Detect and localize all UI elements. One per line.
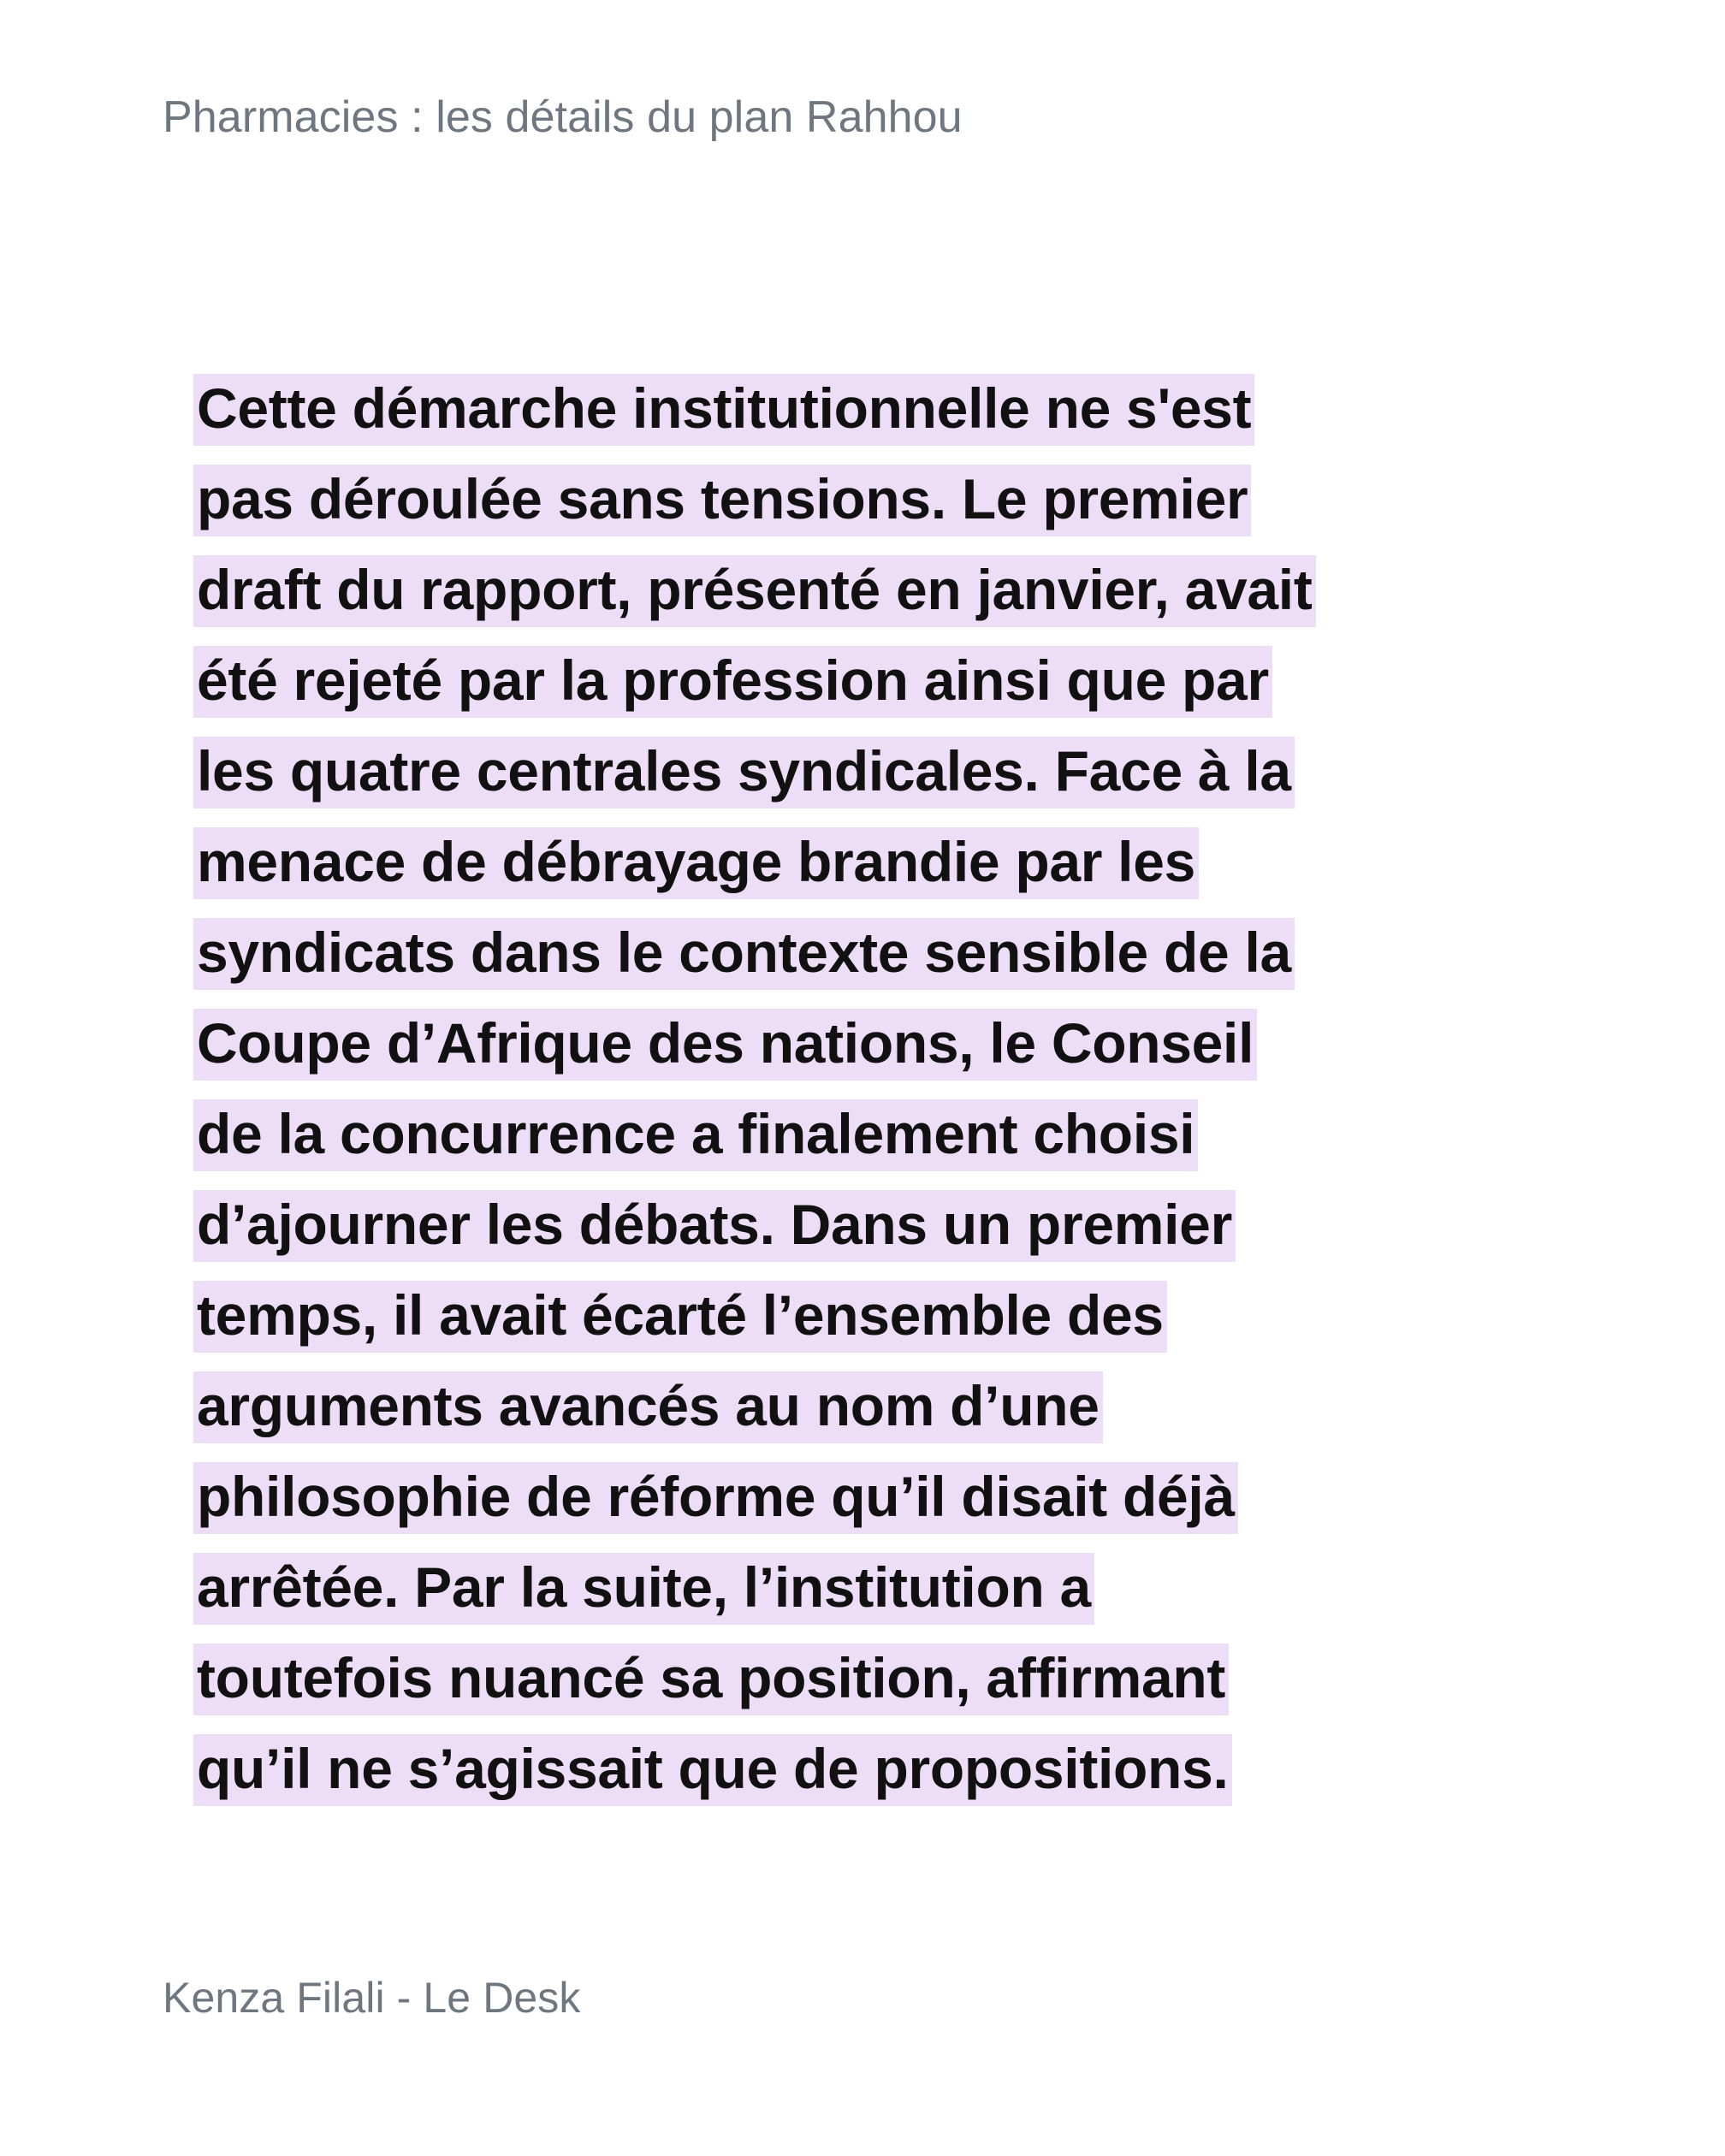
quote-line-text: syndicats dans le contexte sensible de la [193,918,1295,990]
byline: Kenza Filali - Le Desk [163,1974,581,2022]
quote-line [193,1451,1545,1542]
quote-line-text: arguments avancés au nom d’une [193,1371,1103,1443]
quote-line-text: Cette démarche institutionnelle ne s'est [193,374,1254,446]
quote-line [193,1179,1545,1270]
quote-line-text: menace de débrayage brandie par les [193,827,1199,899]
quote-line [193,363,1545,453]
quote-line-text: toutefois nuancé sa position, affirmant [193,1644,1229,1715]
quote-line [193,544,1545,635]
quote-line [193,453,1545,544]
quote-line-text: d’ajourner les débats. Dans un premier [193,1190,1236,1262]
quote-line [193,907,1545,998]
quote-line-text: Coupe d’Afrique des nations, le Conseil [193,1009,1257,1081]
quote-line-text: été rejeté par la profession ainsi que par [193,646,1272,718]
quote-line-text: de la concurrence a finalement choisi [193,1099,1198,1171]
pull-quote [193,363,1545,1814]
quote-line [193,816,1545,907]
quote-line [193,1360,1545,1451]
quote-line-text: draft du rapport, présenté en janvier, avait [193,555,1316,627]
quote-line [193,726,1545,816]
quote-line-text: les quatre centrales syndicales. Face à la [193,737,1295,808]
quote-line-text: philosophie de réforme qu’il disait déjà [193,1462,1238,1534]
quote-line-text: pas déroulée sans tensions. Le premier [193,465,1251,536]
quote-line [193,635,1545,726]
quote-line-text: arrêtée. Par la suite, l’institution a [193,1553,1094,1625]
quote-line [193,1542,1545,1632]
quote-line-text: temps, il avait écarté l’ensemble des [193,1281,1167,1353]
quote-line [193,1723,1545,1814]
quote-line [193,998,1545,1088]
quote-line [193,1270,1545,1360]
quote-line [193,1632,1545,1723]
quote-line [193,1088,1545,1179]
article-kicker: Pharmacies : les détails du plan Rahhou [163,92,963,142]
quote-line-text: qu’il ne s’agissait que de propositions. [193,1734,1232,1806]
